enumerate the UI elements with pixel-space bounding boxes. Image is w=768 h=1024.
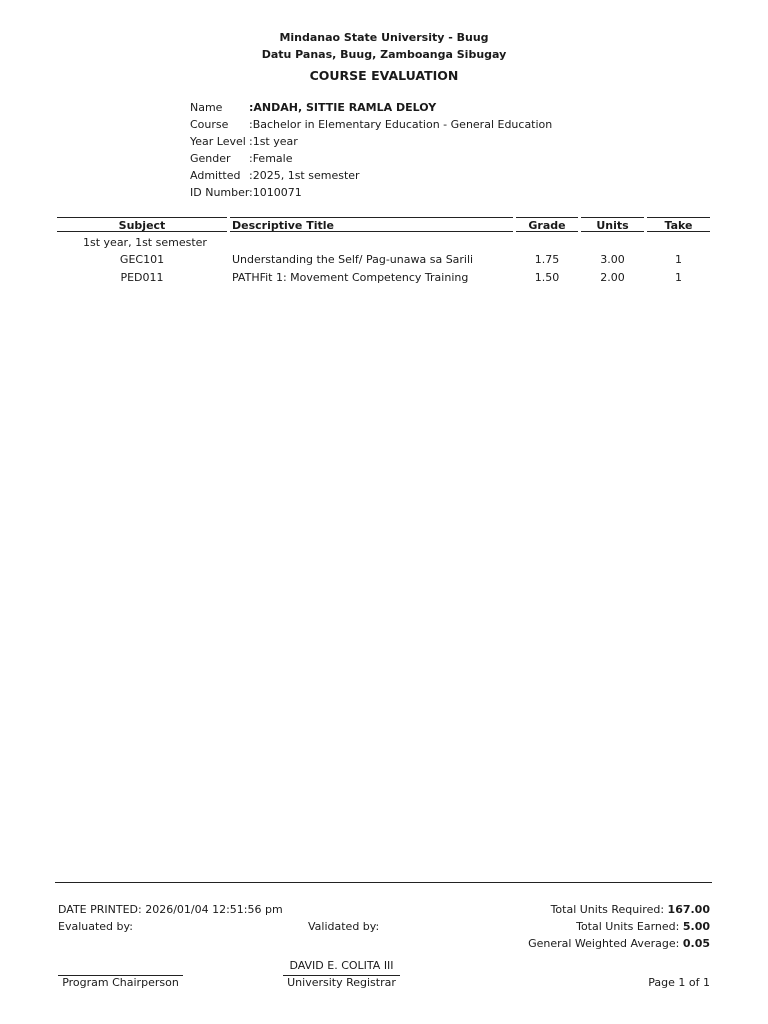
- registrar-name: DAVID E. COLITA III: [289, 959, 394, 972]
- row-units: 2.00: [600, 271, 625, 284]
- gender-label: Gender: [190, 152, 231, 165]
- total-units-earned: [576, 920, 710, 933]
- evaluated-by-label: Evaluated by:: [58, 920, 133, 933]
- term-label: 1st year, 1st semester: [83, 236, 207, 249]
- admitted-label: Admitted: [190, 169, 241, 182]
- row-units: 3.00: [600, 253, 625, 266]
- year-level-value: :1st year: [249, 135, 298, 148]
- date-printed: DATE PRINTED: 2026/01/04 12:51:56 pm: [58, 903, 283, 916]
- row-grade: 1.50: [534, 271, 560, 284]
- institution-address: Datu Panas, Buug, Zamboanga Sibugay: [261, 48, 507, 61]
- row-take: 1: [675, 253, 682, 266]
- row-grade: 1.75: [534, 253, 560, 266]
- course-value: :Bachelor in Elementary Education - General Education: [249, 118, 553, 131]
- registrar-title: University Registrar: [287, 976, 396, 989]
- row-subject: GEC101: [119, 253, 165, 266]
- row-title: PATHFit 1: Movement Competency Training: [232, 271, 469, 284]
- chairperson-title: Program Chairperson: [62, 976, 179, 989]
- header-subject: Subject: [57, 217, 227, 232]
- id-number-value: :1010071: [249, 186, 302, 199]
- row-title: Understanding the Self/ Pag-unawa sa Sarili: [232, 253, 474, 266]
- page-number: Page 1 of 1: [648, 976, 710, 989]
- units-earned-value: 5.00: [682, 920, 710, 933]
- gwa-label: General Weighted Average:: [528, 937, 680, 950]
- id-number-label: ID Number: [190, 186, 250, 199]
- table-header-row: [57, 215, 710, 232]
- header-take: Take: [647, 217, 710, 232]
- year-level-label: Year Level: [190, 135, 246, 148]
- row-subject: PED011: [120, 271, 164, 284]
- institution-name: Mindanao State University - Buug: [279, 31, 489, 44]
- page-title: COURSE EVALUATION: [309, 68, 459, 83]
- units-earned-label: Total Units Earned:: [576, 920, 680, 933]
- validated-by-label: Validated by:: [308, 920, 380, 933]
- header-units: Units: [581, 217, 644, 232]
- header-grade: Grade: [516, 217, 578, 232]
- gender-value: :Female: [249, 152, 293, 165]
- name-value: :ANDAH, SITTIE RAMLA DELOY: [249, 101, 437, 114]
- name-label: Name: [190, 101, 223, 114]
- units-required-value: 167.00: [667, 903, 710, 916]
- gwa-value: 0.05: [682, 937, 710, 950]
- row-take: 1: [675, 271, 682, 284]
- total-units-required: [551, 903, 710, 916]
- course-label: Course: [190, 118, 229, 131]
- units-required-label: Total Units Required:: [550, 903, 665, 916]
- header-descriptive-title: Descriptive Title: [230, 217, 513, 232]
- footer-divider: [55, 882, 712, 883]
- admitted-value: :2025, 1st semester: [249, 169, 360, 182]
- general-weighted-average: [528, 937, 710, 950]
